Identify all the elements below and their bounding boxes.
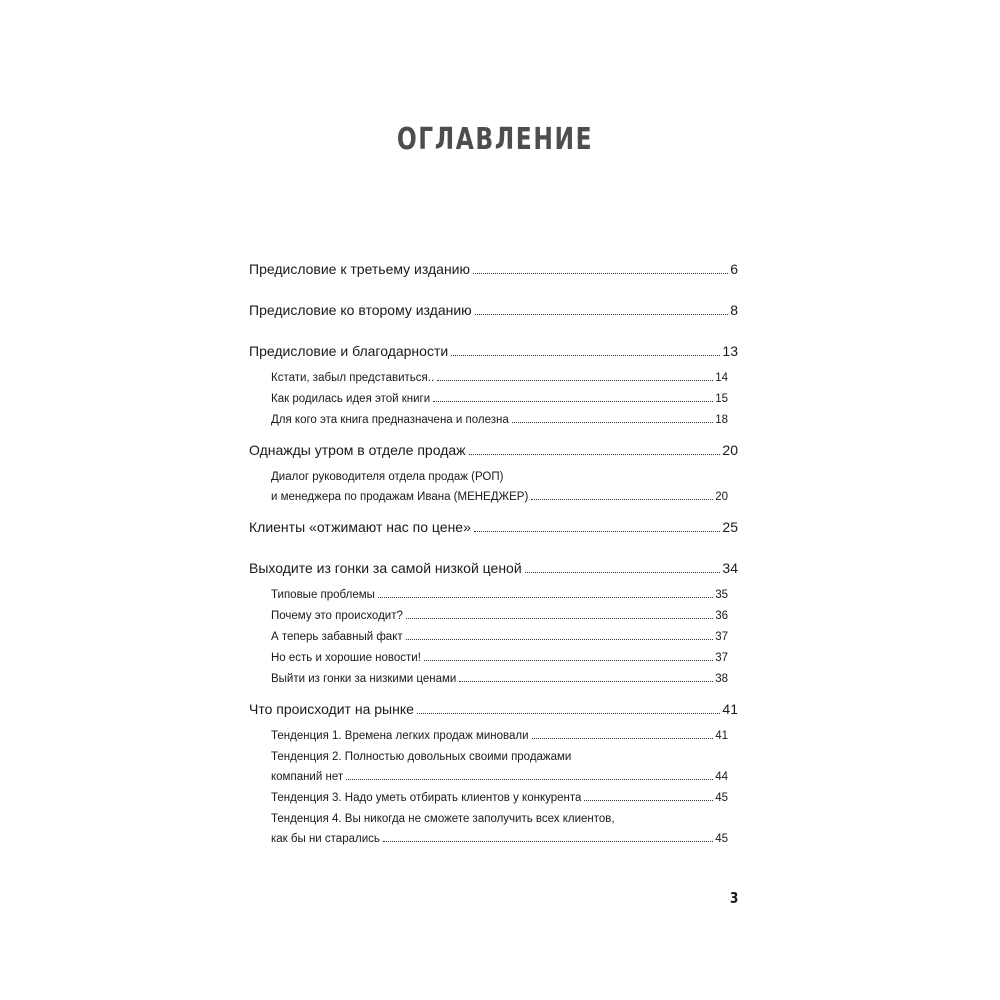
toc-subentry[interactable] bbox=[249, 829, 738, 850]
toc-entry-page: 13 bbox=[722, 343, 738, 359]
toc-subentry-page: 37 bbox=[715, 652, 728, 664]
toc-subentry-title: Кстати, забыл представиться.. bbox=[271, 372, 435, 384]
dot-leader bbox=[474, 531, 721, 532]
toc-subentry-page: 15 bbox=[715, 393, 728, 405]
dot-leader bbox=[532, 738, 714, 739]
toc-subentry[interactable] bbox=[249, 788, 738, 809]
toc-entry-title: Однажды утром в отделе продаж bbox=[249, 442, 466, 458]
toc-subentry-title: Но есть и хорошие новости! bbox=[271, 652, 421, 664]
dot-leader bbox=[424, 660, 713, 661]
toc-subentry[interactable] bbox=[249, 669, 738, 690]
toc-subentry-title-line1: Тенденция 2. Полностью довольных своими продажами bbox=[271, 751, 572, 763]
dot-leader bbox=[378, 597, 713, 598]
toc-subentry[interactable] bbox=[249, 389, 738, 410]
toc-entry[interactable] bbox=[249, 699, 738, 720]
toc-subentry-page: 35 bbox=[715, 589, 728, 601]
toc-subentry-title: А теперь забавный факт bbox=[271, 631, 403, 643]
toc-entry-page: 20 bbox=[722, 442, 738, 458]
dot-leader bbox=[406, 639, 714, 640]
toc-subentry-title: Как родилась идея этой книги bbox=[271, 393, 431, 405]
toc-entry[interactable] bbox=[249, 300, 738, 321]
toc-entry[interactable] bbox=[249, 440, 738, 461]
toc-subentry-title: Тенденция 3. Надо уметь отбирать клиентов у конкурента bbox=[271, 792, 582, 804]
dot-leader bbox=[383, 841, 713, 842]
dot-leader bbox=[346, 779, 713, 780]
toc-subentry-page: 44 bbox=[715, 771, 728, 783]
toc-subentry[interactable] bbox=[249, 726, 738, 747]
toc-subentry-page: 20 bbox=[715, 491, 728, 503]
toc-subentry-title: Типовые проблемы bbox=[271, 589, 375, 601]
toc-entry[interactable] bbox=[249, 341, 738, 362]
dot-leader bbox=[473, 273, 728, 274]
page-title: ОГЛАВЛЕНИЕ bbox=[396, 122, 594, 157]
toc-entry-title: Предисловие и благодарности bbox=[249, 343, 449, 359]
dot-leader bbox=[417, 713, 721, 714]
toc-subentry[interactable] bbox=[249, 648, 738, 669]
toc-subentry-page: 14 bbox=[715, 372, 728, 384]
dot-leader bbox=[475, 314, 729, 315]
toc-subentry-page: 45 bbox=[715, 833, 728, 845]
dot-leader bbox=[459, 681, 713, 682]
toc-entry-title: Клиенты «отжимают нас по цене» bbox=[249, 519, 471, 535]
dot-leader bbox=[584, 800, 713, 801]
toc-subentry-title: компаний нет bbox=[271, 771, 344, 783]
dot-leader bbox=[469, 454, 721, 455]
toc-subentry-page: 38 bbox=[715, 673, 728, 685]
toc-entry-page: 41 bbox=[722, 701, 738, 717]
toc-subentry-page: 36 bbox=[715, 610, 728, 622]
toc-subentry[interactable] bbox=[249, 487, 738, 508]
table-of-contents bbox=[249, 259, 738, 850]
toc-entry-title: Предисловие ко второму изданию bbox=[249, 302, 472, 318]
toc-subentry-title-line1: Диалог руководителя отдела продаж (РОП) bbox=[271, 471, 504, 483]
toc-entry-title: Предисловие к третьему изданию bbox=[249, 261, 470, 277]
toc-subentry-page: 45 bbox=[715, 792, 728, 804]
toc-subentry-title: Для кого эта книга предназначена и полезна bbox=[271, 414, 509, 426]
toc-subentry-page: 41 bbox=[715, 730, 728, 742]
toc-entry[interactable] bbox=[249, 517, 738, 538]
toc-entry-page: 6 bbox=[730, 261, 738, 277]
toc-subentry-title: и менеджера по продажам Ивана (МЕНЕДЖЕР) bbox=[271, 491, 529, 503]
toc-subentry-page: 18 bbox=[715, 414, 728, 426]
toc-entry-page: 8 bbox=[730, 302, 738, 318]
toc-entry-page: 25 bbox=[722, 519, 738, 535]
dot-leader bbox=[437, 380, 713, 381]
dot-leader bbox=[512, 422, 713, 423]
toc-subentry-title: Тенденция 1. Времена легких продаж миновали bbox=[271, 730, 529, 742]
toc-subentry[interactable] bbox=[249, 410, 738, 431]
toc-entry-title: Что происходит на рынке bbox=[249, 701, 414, 717]
toc-entry-page: 34 bbox=[722, 560, 738, 576]
toc-subentry[interactable] bbox=[249, 606, 738, 627]
toc-subentry[interactable] bbox=[249, 585, 738, 606]
toc-subentry-page: 37 bbox=[715, 631, 728, 643]
dot-leader bbox=[406, 618, 713, 619]
toc-subentry-title: как бы ни старались bbox=[271, 833, 380, 845]
toc-entry-title: Выходите из гонки за самой низкой ценой bbox=[249, 560, 522, 576]
toc-entry[interactable] bbox=[249, 558, 738, 579]
toc-subentry[interactable] bbox=[249, 368, 738, 389]
toc-subentry[interactable] bbox=[249, 627, 738, 648]
dot-leader bbox=[451, 355, 720, 356]
toc-subentry[interactable] bbox=[249, 767, 738, 788]
toc-subentry-title: Выйти из гонки за низкими ценами bbox=[271, 673, 457, 685]
toc-subentry-title: Почему это происходит? bbox=[271, 610, 403, 622]
toc-entry[interactable] bbox=[249, 259, 738, 280]
dot-leader bbox=[433, 401, 713, 402]
dot-leader bbox=[531, 499, 713, 500]
page-number: 3 bbox=[730, 889, 739, 907]
toc-subentry-title-line1: Тенденция 4. Вы никогда не сможете заполучить всех клиентов, bbox=[271, 813, 615, 825]
dot-leader bbox=[525, 572, 721, 573]
